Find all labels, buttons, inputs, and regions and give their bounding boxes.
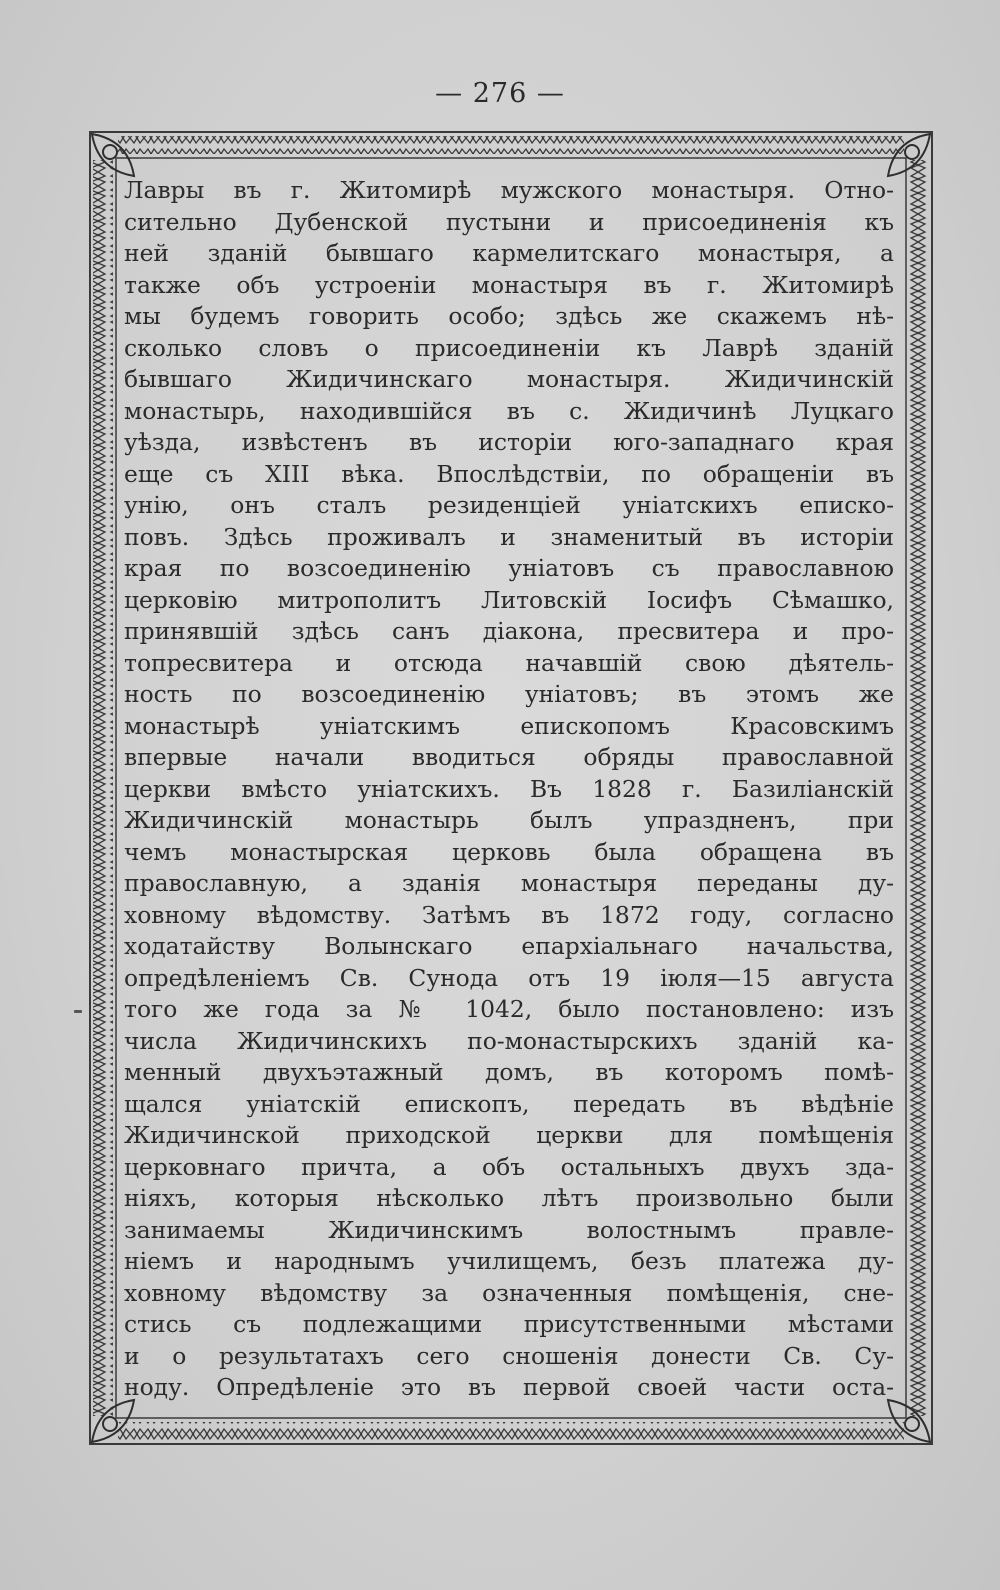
text-line: и о результатахъ сего сношенія донести Св. Су- <box>124 1341 894 1370</box>
body-text <box>124 175 894 1404</box>
text-line: мы будемъ говорить особо; здѣсь же скажемъ нѣ- <box>124 302 894 330</box>
text-line: Жидичинской приходской церкви для помѣщенія <box>124 1121 894 1149</box>
text-line: церковнаго причта, а объ остальныхъ двухъ зда- <box>124 1152 894 1181</box>
text-line: церковію митрополитъ Литовскій Іосифъ Сѣмашко, <box>124 585 894 614</box>
text-line: ходатайству Волынскаго епархіальнаго начальства, <box>124 932 894 960</box>
margin-mark <box>74 1010 82 1013</box>
text-line: ніяхъ, которыя нѣсколько лѣтъ произвольно были <box>124 1184 894 1212</box>
text-line: Лавры въ г. Житомирѣ мужского монастыря. Отно- <box>124 176 894 204</box>
text-line: церкви вмѣсто уніатскихъ. Въ 1828 г. Базиліанскій <box>124 774 894 803</box>
text-line: ніемъ и народнымъ училищемъ, безъ платежа ду- <box>124 1247 894 1275</box>
text-line: того же года за № 1042, было постановлено: изъ <box>124 995 894 1023</box>
text-line: менный двухъэтажный домъ, въ которомъ помѣ- <box>124 1058 894 1086</box>
text-line: щался уніатскій епископъ, передать въ вѣдѣніе <box>124 1089 894 1118</box>
text-line: стись съ подлежащими присутственными мѣстами <box>124 1310 894 1338</box>
text-line: еще съ XIII вѣка. Впослѣдствіи, по обращеніи въ <box>124 459 894 488</box>
text-line: ность по возсоединенію уніатовъ; въ этомъ же <box>124 680 894 708</box>
text-line: опредѣленіемъ Св. Сунода отъ 19 іюля—15 августа <box>124 963 894 992</box>
text-line: ноду. Опредѣленіе это въ первой своей части оста- <box>124 1373 894 1401</box>
text-line: уѣзда, извѣстенъ въ исторіи юго-западнаго края <box>124 428 894 456</box>
text-line: унію, онъ сталъ резиденціей уніатскихъ еписко- <box>124 491 894 519</box>
text-line: монастырь, находившійся въ с. Жидичинѣ Луцкаго <box>124 396 894 425</box>
text-line: также объ устроеніи монастыря въ г. Житомирѣ <box>124 270 894 299</box>
text-line: ховному вѣдомству. Затѣмъ въ 1872 году, согласно <box>124 900 894 929</box>
text-line: монастырѣ уніатскимъ епископомъ Красовскимъ <box>124 711 894 740</box>
text-line: впервые начали вводиться обряды православной <box>124 743 894 771</box>
text-line: сительно Дубенской пустыни и присоединенія къ <box>124 207 894 236</box>
text-line: топресвитера и отсюда начавшій свою дѣятель- <box>124 648 894 677</box>
text-line: повъ. Здѣсь проживалъ и знаменитый въ исторіи <box>124 522 894 551</box>
text-line: края по возсоединенію уніатовъ съ православною <box>124 554 894 582</box>
text-line: числа Жидичинскихъ по-монастырскихъ зданій ка- <box>124 1026 894 1055</box>
text-line: принявшій здѣсь санъ діакона, пресвитера и про- <box>124 617 894 645</box>
text-line: сколько словъ о присоединеніи къ Лаврѣ зданій <box>124 333 894 362</box>
text-line: ховному вѣдомству за означенныя помѣщенія, сне- <box>124 1278 894 1307</box>
text-line: Жидичинскій монастырь былъ упраздненъ, при <box>124 806 894 834</box>
text-line: бывшаго Жидичинскаго монастыря. Жидичинскій <box>124 365 894 393</box>
text-line: православную, а зданія монастыря переданы ду- <box>124 869 894 897</box>
text-line: чемъ монастырская церковь была обращена въ <box>124 837 894 866</box>
page-number: — 276 — <box>435 78 565 109</box>
text-line: ней зданій бывшаго кармелитскаго монастыря, а <box>124 239 894 267</box>
text-line: занимаемы Жидичинскимъ волостнымъ правле- <box>124 1215 894 1244</box>
